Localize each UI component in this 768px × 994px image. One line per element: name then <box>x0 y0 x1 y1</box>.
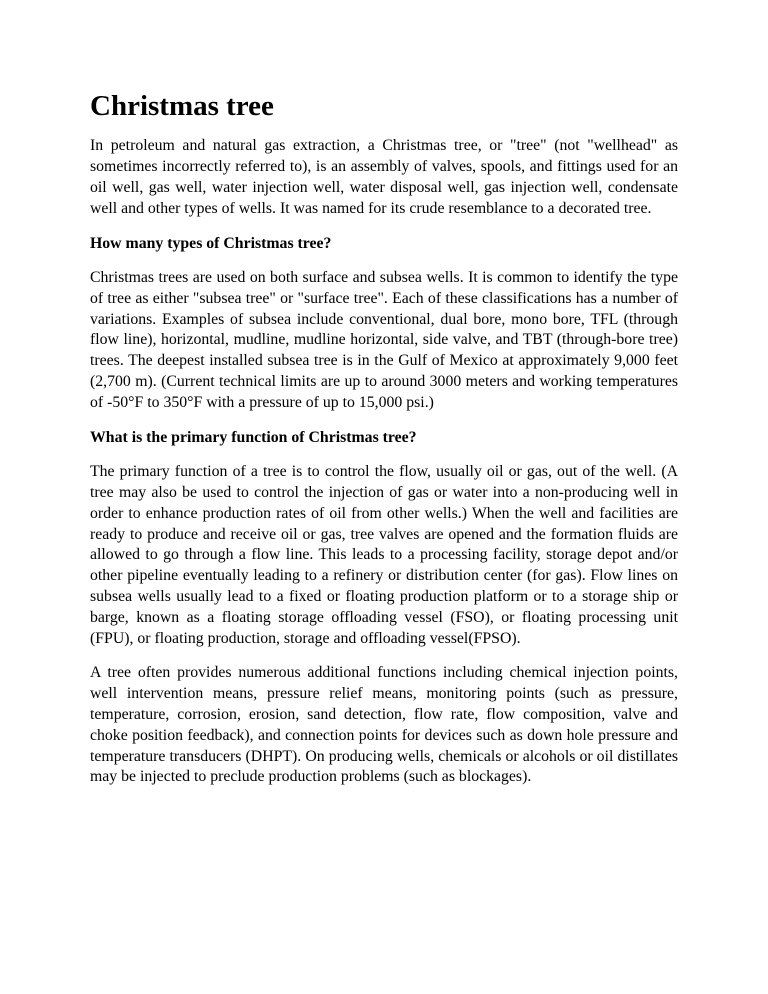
section-heading-types: How many types of Christmas tree? <box>90 234 332 252</box>
intro-paragraph: In petroleum and natural gas extraction, a Christmas tree, or "tree" (not "wellhead" as sometimes incorrectly referred to), is an assembly of valves, spools, and fittings used for an oil well, gas well, water injection well, water disposal well, gas injection well, condensate well and other types of wells. It was named for its crude resemblance to a decorated tree. <box>90 137 678 217</box>
document-title: Christmas tree <box>90 90 274 122</box>
types-paragraph: Christmas trees are used on both surface and subsea wells. It is common to identify the type of tree as either "subsea tree" or "surface tree". Each of these classifications has a number of variations. Examples of subsea include conventional, dual bore, mono bore, TFL (through flow line), horizontal, mudline, mudline horizontal, side valve, and TBT (through-bore tree) trees. The deepest installed subsea tree is in the Gulf of Mexico at approximately 9,000 feet (2,700 m). (Current technical limits are up to around 3000 meters and working temperatures of -50°F to 350°F with a pressure of up to 15,000 psi.) <box>90 269 678 411</box>
section-heading-function: What is the primary function of Christmas tree? <box>90 428 417 446</box>
document-page <box>90 90 678 802</box>
function-paragraph-2: A tree often provides numerous additional functions including chemical injection points, well intervention means, pressure relief means, monitoring points (such as pressure, temperature, corrosion, erosion, sand detection, flow rate, flow composition, valve and choke position feedback), and connection points for devices such as down hole pressure and temperature transducers (DHPT). On producing wells, chemicals or alcohols or oil distillates may be injected to preclude production problems (such as blockages). <box>90 664 678 786</box>
function-paragraph-1: The primary function of a tree is to control the flow, usually oil or gas, out of the well. (A tree may also be used to control the injection of gas or water into a non-producing well in order to enhance production rates of oil from other wells.) When the well and facilities are ready to produce and receive oil or gas, tree valves are opened and the formation fluids are allowed to go through a flow line. This leads to a processing facility, storage depot and/or other pipeline eventually leading to a refinery or distribution center (for gas). Flow lines on subsea wells usually lead to a fixed or floating production platform or to a storage ship or barge, known as a floating storage offloading vessel (FSO), or floating processing unit (FPU), or floating production, storage and offloading vessel(FPSO). <box>90 463 678 647</box>
